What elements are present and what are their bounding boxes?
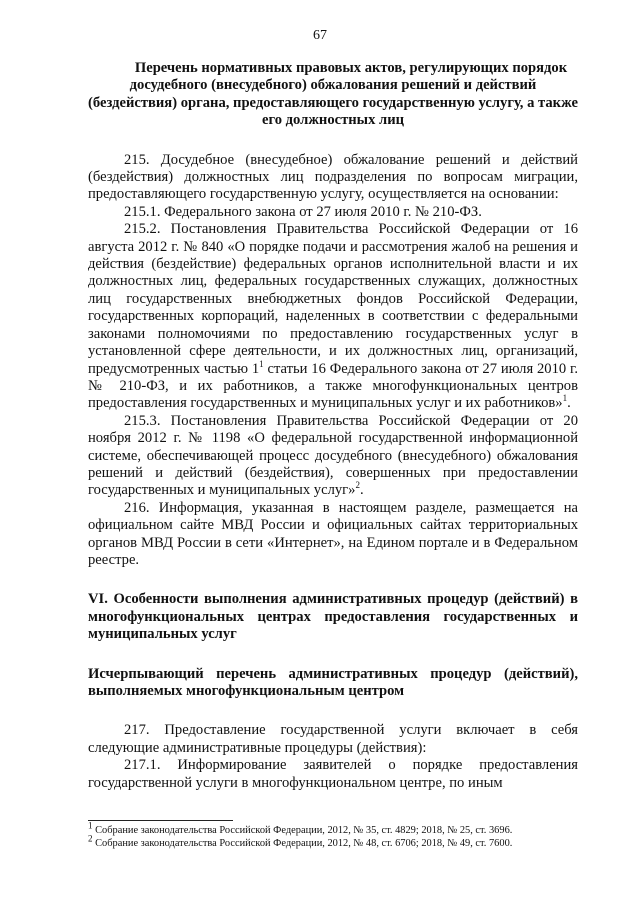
section-title-procedures-list: Исчерпывающий перечень административных процедур (действий), выполняемых многофункциональным центром bbox=[88, 665, 578, 699]
paragraph-215-1: 215.1. Федерального закона от 27 июля 2010 г. № 210-ФЗ. bbox=[124, 203, 482, 220]
footnotes bbox=[88, 820, 578, 851]
footnote-1: $^1$ Собрание законодательства Российской Федерации, 2012, № 35, ст. 4829; 2018, № 25, ст. 3696. bbox=[88, 820, 513, 836]
footnote-ref-1[interactable]: 1 bbox=[562, 393, 568, 404]
paragraph-217-1: 217.1. Информирование заявителей о порядке предоставления государственной услуги в многофункциональном центре, по иным bbox=[88, 757, 578, 791]
paragraph-215-2: 215.2. Постановления Правительства Российской Федерации от 16 августа 2012 г. № 840 «О порядке подачи и рассмотрения жалоб на решения и действия (бездействие) федеральных органов исполнительной власти и их должностных лиц, федеральных государственных служащих, должностных лиц государственных внебюджетных фондов Российской Федерации, государственных корпораций, наделенных в соответствии с федеральными законами полномочиями по предоставлению государственных услуг в установленной сфере деятельности, и их должностных лиц, организаций, предусмотренных частью $1^1$ статьи 16 Федерального закона от 27 июля 2010 г. № 210-ФЗ, и их работников, а также многофункциональных центров предоставления государственных и муниципальных услуг и их работников»$^1$. bbox=[88, 221, 578, 412]
section-title-vi: VI. Особенности выполнения административных процедур (действий) в многофункциональных центрах предоставления государственных и муниципальных услуг bbox=[88, 591, 578, 643]
paragraph-217: 217. Предоставление государственной услуги включает в себя следующие административные процедуры (действия): bbox=[88, 722, 578, 756]
paragraph-215-3: 215.3. Постановления Правительства Российской Федерации от 20 ноября 2012 г. № 1198 «О федеральной государственной информационной системе, обеспечивающей процесс досудебного (внесудебного) обжалования решений и действий (бездействия), совершенных при предоставлении государственных и муниципальных услуг»$^2$. bbox=[88, 412, 578, 499]
footnote-2: $^2$ Собрание законодательства Российской Федерации, 2012, № 48, ст. 6706; 2018, № 49, ст. 7600. bbox=[88, 833, 513, 850]
superscript: 1 bbox=[259, 358, 264, 369]
footnote-separator bbox=[88, 820, 233, 821]
footnote-ref-2[interactable]: 2 bbox=[355, 480, 360, 491]
section-title-appeal-acts: Перечень нормативных правовых актов, регулирующих порядок досудебного (внесудебного) обжалования решений и действий (бездействия) органа, предоставляющего государственную услугу, а также его должностных лиц bbox=[88, 60, 578, 129]
page-number: 67 bbox=[313, 28, 327, 43]
paragraph-216: 216. Информация, указанная в настоящем разделе, размещается на официальном сайте МВД России и официальных сайтах территориальных органов МВД России в сети «Интернет», на Едином портале и в Федеральном реестре. bbox=[88, 499, 578, 568]
paragraph-215: 215. Досудебное (внесудебное) обжалование решений и действий (бездействия) должностных лиц подразделения по вопросам миграции, предоставляющего государственную услугу, осуществляется на основании: bbox=[88, 151, 578, 203]
document-body bbox=[88, 60, 578, 792]
